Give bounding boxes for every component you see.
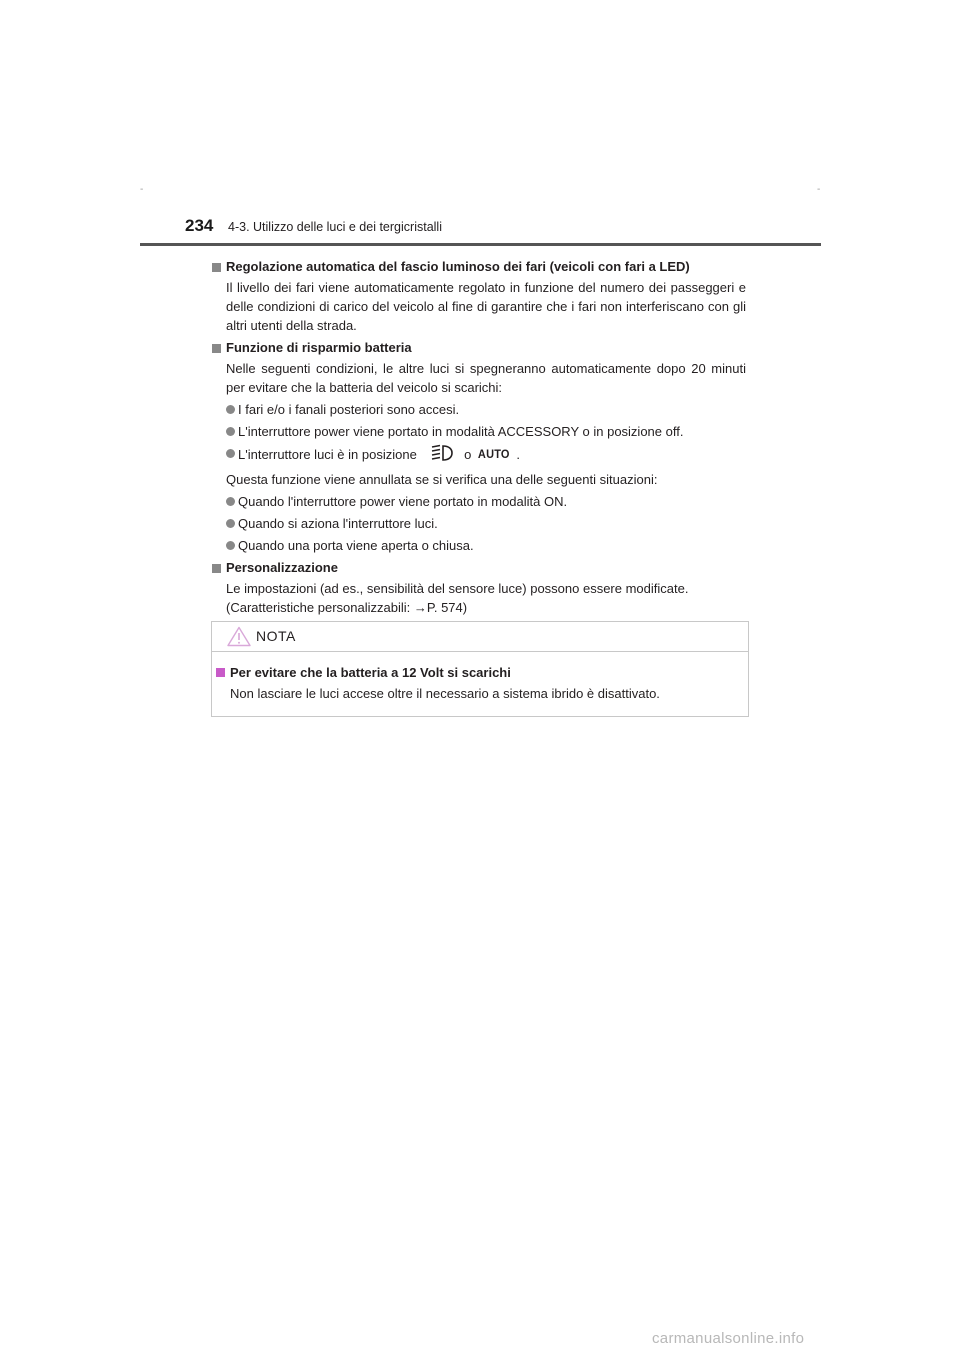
nota-title: NOTA: [256, 628, 296, 644]
crop-mark-left: -: [140, 184, 144, 195]
nota-body: [215, 663, 740, 703]
round-bullet-icon: [226, 427, 235, 436]
round-bullet-icon: [226, 405, 235, 414]
page-number: 234: [185, 216, 214, 235]
round-bullet-icon: [226, 541, 235, 550]
main-content: [211, 254, 746, 617]
list-item: I fari e/o i fanali posteriori sono accesi.: [211, 400, 746, 419]
paragraph-customization: Le impostazioni (ad es., sensibilità del sensore luce) possono essere modificate.: [226, 581, 689, 596]
heading-auto-leveling: Regolazione automatica del fascio luminoso dei fari (veicoli con fari a LED): [211, 257, 746, 276]
list-item: Quando una porta viene aperta o chiusa.: [211, 536, 746, 555]
header-rule: [140, 243, 821, 246]
list-item: Quando l'interruttore power viene portato in modalità ON.: [211, 492, 746, 511]
round-bullet-icon: [226, 449, 235, 458]
square-bullet-icon: [212, 263, 221, 272]
nota-text: Non lasciare le luci accese oltre il necessario a sistema ibrido è disattivato.: [230, 686, 660, 701]
warning-icon: [227, 626, 251, 652]
nota-header: [212, 622, 748, 652]
crop-mark-right: -: [817, 184, 821, 195]
square-bullet-icon: [212, 344, 221, 353]
page-header: [185, 216, 821, 242]
round-bullet-icon: [226, 497, 235, 506]
nota-heading: Per evitare che la batteria a 12 Volt si scarichi: [215, 663, 740, 682]
round-bullet-icon: [226, 519, 235, 528]
heading-customization: Personalizzazione: [211, 558, 746, 577]
square-bullet-icon: [212, 564, 221, 573]
list-item-light-switch: L'interruttore luci è in posizione o AUTO .: [211, 444, 746, 467]
section-title: 4-3. Utilizzo delle luci e dei tergicristalli: [228, 220, 442, 234]
square-bullet-icon: [216, 668, 225, 677]
headlight-icon: [430, 444, 454, 467]
list-item: Quando si aziona l'interruttore luci.: [211, 514, 746, 533]
heading-battery-saver: Funzione di risparmio batteria: [211, 338, 746, 357]
watermark: carmanualsonline.info: [652, 1330, 805, 1347]
paragraph-cancel-intro: Questa funzione viene annullata se si verifica una delle seguenti situazioni:: [226, 472, 658, 487]
page-reference-link[interactable]: (Caratteristiche personalizzabili: →P. 574): [226, 600, 468, 615]
list-item: L'interruttore power viene portato in modalità ACCESSORY o in posizione off.: [211, 422, 746, 441]
paragraph-auto-leveling: Il livello dei fari viene automaticamente regolato in funzione del numero dei passeggeri e delle condizioni di carico del veicolo al fine di garantire che i fari non interferiscano con gli altri utenti della strada.: [226, 280, 746, 333]
paragraph-battery-saver-intro: Nelle seguenti condizioni, le altre luci si spegneranno automaticamente dopo 20 minuti per evitare che la batteria del veicolo si scarichi:: [226, 361, 746, 395]
nota-box: [211, 621, 749, 717]
auto-light-icon: AUTO: [477, 448, 510, 462]
